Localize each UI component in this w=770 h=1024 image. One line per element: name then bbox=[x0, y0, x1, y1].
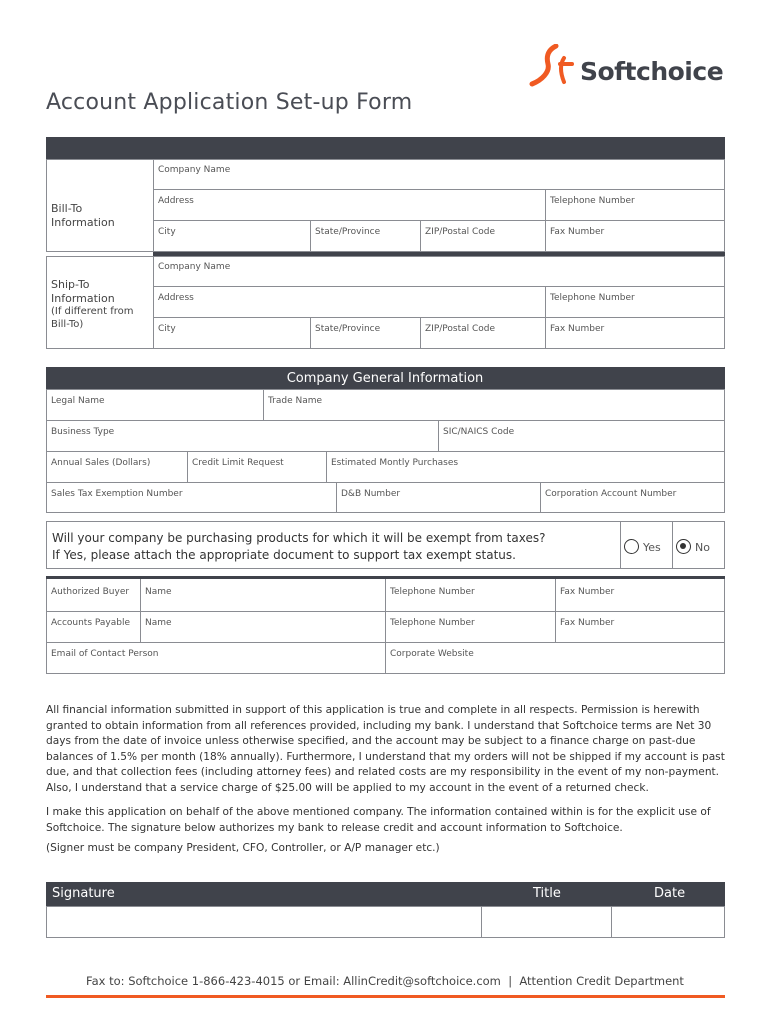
bill-to-telephone-field[interactable]: Telephone Number bbox=[550, 196, 635, 206]
bill-to-state-field[interactable]: State/Province bbox=[315, 227, 381, 237]
buyer-telephone-field[interactable]: Telephone Number bbox=[390, 587, 475, 597]
ship-to-telephone-field[interactable]: Telephone Number bbox=[550, 293, 635, 303]
corporation-account-field[interactable]: Corporation Account Number bbox=[545, 489, 677, 499]
ship-to-company-name-field[interactable]: Company Name bbox=[158, 262, 231, 272]
footer-rule bbox=[46, 995, 725, 998]
bill-to-fax-field[interactable]: Fax Number bbox=[550, 227, 605, 237]
yes-radio[interactable] bbox=[624, 539, 639, 554]
ship-to-fax-field[interactable]: Fax Number bbox=[550, 324, 605, 334]
page-title: Account Application Set-up Form bbox=[46, 90, 413, 115]
ship-to-city-field[interactable]: City bbox=[158, 324, 176, 334]
terms-paragraph-1: All financial information submitted in support of this application is true and complete in all respects. Permission is herewith granted to obtain information from all references provided, including my bank. I understand that Softchoice terms are Net 30 days from the date of invoice unless otherwise specified, and the account may be subject to a finance charge on past-due balances of 1.5% per month (18% annually). Furthermore, I understand that my orders will not be shipped if my account is past due, and that collection fees (including attorney fees) and related costs are my responsibility in the event of my non-payment. Also, I understand that a service charge of $25.00 will be applied to my account in the event of a returned check. bbox=[46, 704, 725, 794]
ship-to-label: Ship-To Information bbox=[51, 278, 115, 305]
signature-label: Signature bbox=[52, 886, 115, 901]
sic-naics-field[interactable]: SIC/NAICS Code bbox=[443, 427, 515, 437]
general-info-heading: Company General Information bbox=[286, 371, 484, 386]
legal-name-field[interactable]: Legal Name bbox=[51, 396, 105, 406]
no-label: No bbox=[695, 541, 710, 554]
ship-to-address-field[interactable]: Address bbox=[158, 293, 194, 303]
brand-name: Softchoice bbox=[580, 57, 724, 86]
title-label: Title bbox=[533, 886, 561, 901]
signature-field[interactable] bbox=[47, 907, 480, 937]
credit-limit-field[interactable]: Credit Limit Request bbox=[192, 458, 284, 468]
terms-paragraph-2: I make this application on behalf of the above mentioned company. The information contained within is for the explicit use of Softchoice. The signature below authorizes my bank to release credit and account information to Softchoice. bbox=[46, 806, 711, 834]
terms-paragraph-3: (Signer must be company President, CFO, Controller, or A/P manager etc.) bbox=[46, 842, 440, 854]
no-radio[interactable] bbox=[676, 539, 691, 554]
trade-name-field[interactable]: Trade Name bbox=[268, 396, 323, 406]
footer-contact: Fax to: Softchoice 1-866-423-4015 or Email: AllinCredit@softchoice.com | Attention Credit Department bbox=[86, 974, 684, 988]
bill-to-city-field[interactable]: City bbox=[158, 227, 176, 237]
dnb-number-field[interactable]: D&B Number bbox=[341, 489, 401, 499]
softchoice-logo-icon bbox=[526, 44, 576, 88]
ship-to-zip-field[interactable]: ZIP/Postal Code bbox=[425, 324, 496, 334]
contact-email-field[interactable]: Email of Contact Person bbox=[51, 649, 159, 659]
authorized-buyer-label: Authorized Buyer bbox=[51, 587, 130, 597]
payable-telephone-field[interactable]: Telephone Number bbox=[390, 618, 475, 628]
tax-question-line1: Will your company be purchasing products for which it will be exempt from taxes? bbox=[52, 531, 546, 545]
title-field[interactable] bbox=[482, 907, 610, 937]
tax-question-line2: If Yes, please attach the appropriate document to support tax exempt status. bbox=[52, 548, 516, 562]
corporate-website-field[interactable]: Corporate Website bbox=[390, 649, 474, 659]
payable-fax-field[interactable]: Fax Number bbox=[560, 618, 615, 628]
bill-to-zip-field[interactable]: ZIP/Postal Code bbox=[425, 227, 496, 237]
annual-sales-field[interactable]: Annual Sales (Dollars) bbox=[51, 458, 151, 468]
buyer-fax-field[interactable]: Fax Number bbox=[560, 587, 615, 597]
ship-to-state-field[interactable]: State/Province bbox=[315, 324, 381, 334]
signature-header bbox=[46, 882, 725, 906]
buyer-name-field[interactable]: Name bbox=[145, 587, 172, 597]
ship-to-note: (If different from Bill-To) bbox=[51, 306, 134, 330]
business-type-field[interactable]: Business Type bbox=[51, 427, 115, 437]
accounts-payable-label: Accounts Payable bbox=[51, 618, 131, 628]
bill-to-address-field[interactable]: Address bbox=[158, 196, 194, 206]
date-field[interactable] bbox=[612, 907, 724, 937]
payable-name-field[interactable]: Name bbox=[145, 618, 172, 628]
tax-exemption-number-field[interactable]: Sales Tax Exemption Number bbox=[51, 489, 183, 499]
bill-to-company-name-field[interactable]: Company Name bbox=[158, 165, 231, 175]
header-bar bbox=[46, 137, 725, 159]
date-label: Date bbox=[654, 886, 686, 901]
yes-label: Yes bbox=[643, 541, 661, 554]
estimated-purchases-field[interactable]: Estimated Montly Purchases bbox=[331, 458, 459, 468]
bill-to-label: Bill-To Information bbox=[51, 202, 115, 229]
